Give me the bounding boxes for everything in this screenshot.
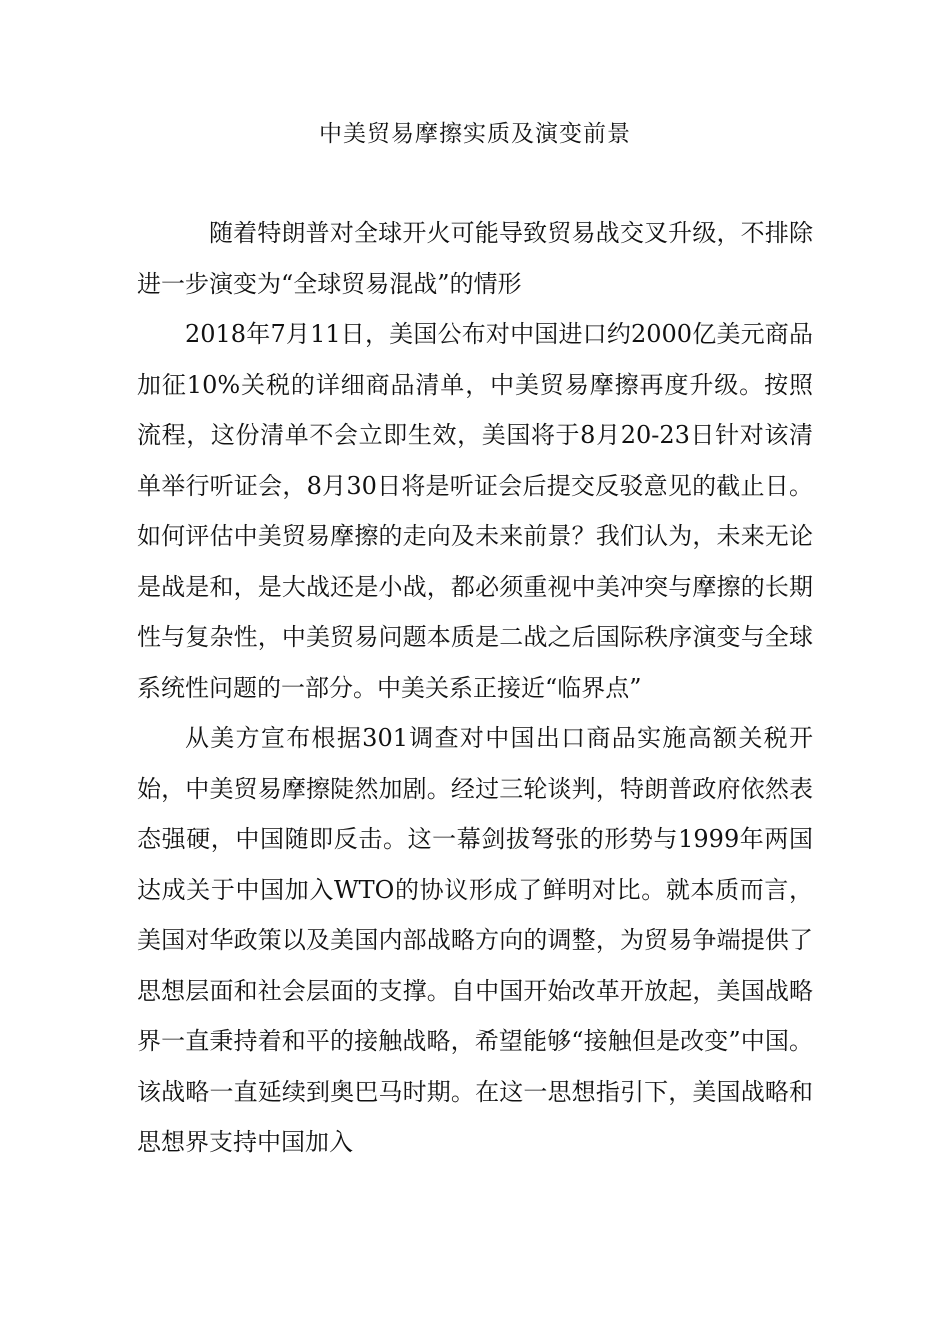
paragraph-policy-shift: 从美方宣布根据301调查对中国出口商品实施高额关税开始，中美贸易摩擦陡然加剧。经过三轮谈判，特朗普政府依然表态强硬，中国随即反击。这一幕剑拔弩张的形势与1999年两国达成关于中国加入WTO的协议形成了鲜明对比。就本质而言，美国对华政策以及美国内部战略方向的调整，为贸易争端提供了思想层面和社会层面的支撑。自中国开始改革开放起，美国战略界一直秉持着和平的接触战略，希望能够“接触但是改变”中国。该战略一直延续到奥巴马时期。在这一思想指引下，美国战略和思想界支持中国加入 bbox=[137, 724, 813, 1156]
document-body bbox=[137, 208, 813, 1168]
paragraph-tariff-list: 2018年7月11日，美国公布对中国进口约2000亿美元商品加征10%关税的详细商品清单，中美贸易摩擦再度升级。按照流程，这份清单不会立即生效，美国将于8月20-23日针对该清单举行听证会，8月30日将是听证会后提交反驳意见的截止日。如何评估中美贸易摩擦的走向及未来前景？我们认为，未来无论是战是和，是大战还是小战，都必须重视中美冲突与摩擦的长期性与复杂性，中美贸易问题本质是二战之后国际秩序演变与全球系统性问题的一部分。中美关系正接近“临界点” bbox=[137, 320, 813, 702]
document-title: 中美贸易摩擦实质及演变前景 bbox=[319, 121, 631, 147]
paragraph-lead: 随着特朗普对全球开火可能导致贸易战交叉升级，不排除进一步演变为“全球贸易混战”的情形 bbox=[137, 219, 813, 298]
